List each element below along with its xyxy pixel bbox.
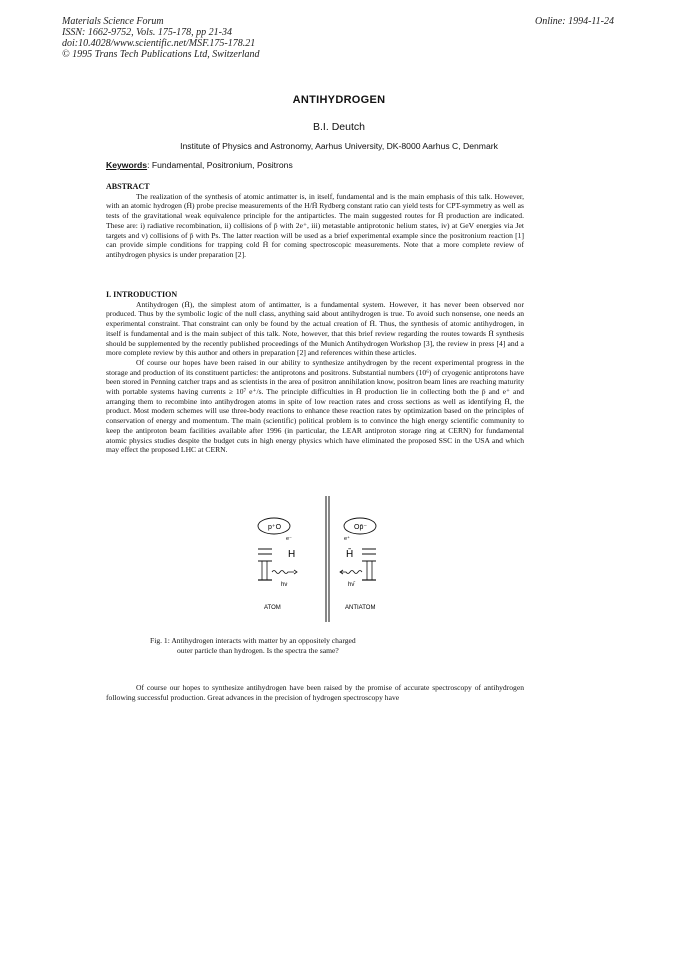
introduction-paragraph-2: Of course our hopes have been raised in our ability to synthesize antihydrogen by the recent experimental progress in the storage and production of its constituent particles: the antiprotons and positrons. Substantial numbers (10⁶) of cryogenic antiprotons have been stored in Penning catcher traps and as scientists in the area of positron annihilation know, positron beam lines are reaching maturity with portable systems having currents ≥ 10⁷ e⁺/s. The principle difficulties in H̄ production lie in collecting both the p̄ and e⁺ and arranging them to recombine into antihydrogen atoms in spite of low reaction rates and cross sections as well as identifying H̄, the product. Most modern schemes will use three-body reactions to enhance these reaction rates by optimization based on the principles of conservation of energy and momentum. The main (scientific) political problem is to convince the high energy scientific community to keep the antiproton beam facilities available after 1996 (in particular, the LEAR antiproton storage ring at CERN) for fundamental atomic physics studies despite the budget cuts in high energy physics which have eliminated the proposed SSC in the USA and which may effect the proposed LHC at CERN. bbox=[106, 357, 524, 455]
atom-orbit-label: p⁺O bbox=[268, 524, 282, 531]
abstract-section bbox=[106, 182, 524, 260]
continuation-section bbox=[106, 683, 524, 702]
caption-line-1: Fig. 1: Antihydrogen interacts with matter by an oppositely charged bbox=[150, 636, 356, 645]
paper-title: ANTIHYDROGEN bbox=[292, 94, 386, 106]
introduction-section bbox=[106, 290, 524, 455]
copyright-line: © 1995 Trans Tech Publications Ltd, Switzerland bbox=[62, 49, 260, 60]
figure-atom-antiatom bbox=[250, 496, 430, 624]
antiatom-photon-label: hν̄ bbox=[348, 582, 355, 588]
journal-name: Materials Science Forum bbox=[62, 16, 164, 27]
continuation-paragraph: Of course our hopes to synthesize antihydrogen have been raised by the promise of accurate spectroscopy of antihydrogen following successful production. Great advances in the precision of hydrogen spectroscopy have bbox=[106, 683, 524, 702]
figure-diagram bbox=[250, 496, 430, 624]
paper-affiliation: Institute of Physics and Astronomy, Aarhus University, DK-8000 Aarhus C, Denmark bbox=[180, 141, 498, 151]
introduction-paragraph-1: Antihydrogen (H̄), the simplest atom of antimatter, is a fundamental system. However, it has never been observed nor produced. Thus by the symbolic logic of the null class, anything said about antihydrogen is true. To avoid such nonsense, one needs an experimental constraint. That constraint can only be found by the actual creation of H̄. Thus, the synthesis of atomic antihydrogen, in itself is fundamental and is the main subject of this talk. Note, however, that this brief review regarding the routes towards H̄ synthesis should be supplemented by the recently published proceedings of the Munich Antihydrogen Workshop [3], the review in press [4] and a more complete review by this author and others in preparation [2] and references within these articles. bbox=[106, 299, 524, 358]
atom-symbol: H bbox=[288, 549, 296, 560]
journal-header bbox=[62, 16, 260, 60]
antiatom-orbit-label: Op̄⁻ bbox=[354, 524, 368, 531]
abstract-heading: ABSTRACT bbox=[106, 182, 150, 191]
figure-caption bbox=[150, 636, 530, 656]
antiatom-symbol: H̄ bbox=[346, 549, 354, 560]
antiatom-label: ANTIATOM bbox=[345, 605, 376, 611]
atom-photon-label: hν bbox=[281, 582, 288, 588]
antiatom-electron-label: e⁺ bbox=[344, 536, 350, 542]
antiatom-photon-wave bbox=[340, 571, 362, 574]
atom-photon-arrow bbox=[294, 570, 297, 574]
paper-author: B.I. Deutch bbox=[313, 121, 365, 133]
introduction-heading: I. INTRODUCTION bbox=[106, 290, 178, 299]
doi-line: doi:10.4028/www.scientific.net/MSF.175-178.21 bbox=[62, 38, 256, 49]
keywords-line bbox=[106, 160, 293, 170]
atom-electron-label: e⁻ bbox=[286, 536, 292, 542]
online-date: Online: 1994-11-24 bbox=[535, 16, 614, 27]
atom-label: ATOM bbox=[264, 605, 281, 611]
abstract-text: The realization of the synthesis of atomic antimatter is, in itself, fundamental and is the main emphasis of this talk. However, with an atomic hydrogen (H̄) probe precise measurements of the H/H̄ Rydberg constant ratio can yield tests for CPT-symmetry as well as tests of the gravitational weak equivalence principle for the antiparticles. The main suggested routes for H̄ production are indicated. These are: i) radiative recombination, ii) collisions of p̄ with 2e⁺, iii) metastable antiprotonic helium states, iv) at GeV energies via Jet targets and v) collisions of p̄ with Ps. The latter reaction will be used as a brief experimental example since the positronium reaction [1] can provide simple conditions for trapping cold H̄ for coming spectroscopic measurements. Note that a more complete review of antihydrogen physics is under preparation [2]. bbox=[106, 191, 524, 259]
keywords-label: Keywords bbox=[106, 160, 148, 170]
keywords-list: : Fundamental, Positronium, Positrons bbox=[147, 160, 293, 170]
issn-line: ISSN: 1662-9752, Vols. 175-178, pp 21-34 bbox=[62, 27, 232, 38]
caption-line-2: outer particle than hydrogen. Is the spectra the same? bbox=[177, 646, 339, 655]
atom-photon-wave bbox=[272, 571, 294, 574]
